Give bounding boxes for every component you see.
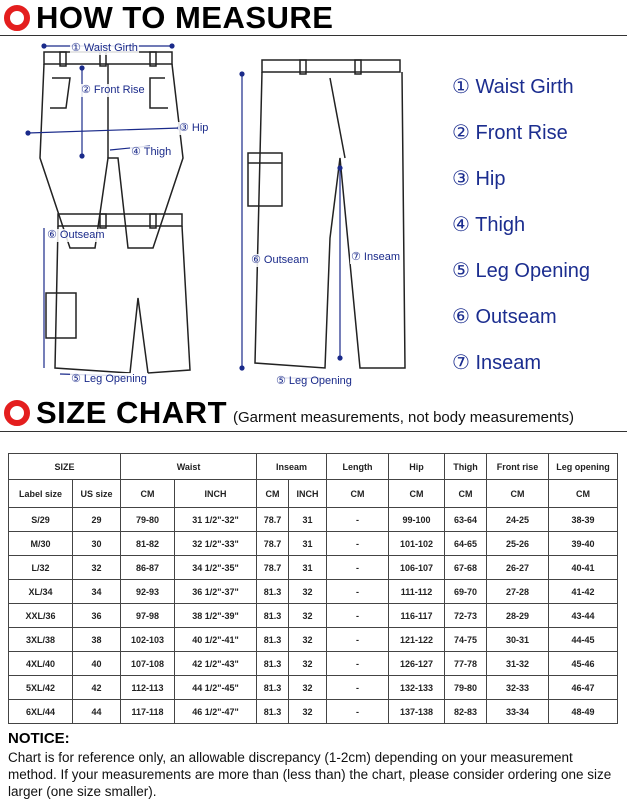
notice-text: Chart is for reference only, an allowable discrepancy (1-2cm) depending on your measurement method. If your measurements are more than (less than) the chart, please consider ordering one size larger (one size smaller).: [8, 750, 612, 799]
red-ring-icon: [4, 400, 30, 426]
table-cell: 45-46: [549, 652, 618, 676]
table-cell: 67-68: [445, 556, 487, 580]
unit-header: US size: [73, 480, 121, 508]
label-inseam-long: ⑦ Inseam: [351, 251, 400, 263]
table-cell: 32: [289, 580, 327, 604]
column-header: Inseam: [257, 454, 327, 480]
table-row: [9, 628, 618, 652]
table-cell: 39-40: [549, 532, 618, 556]
table-cell: 78.7: [257, 508, 289, 532]
unit-header: CM: [121, 480, 175, 508]
table-cell: -: [327, 532, 389, 556]
table-cell: 32 1/2"-33": [175, 532, 257, 556]
long-pants-side-drawing: [248, 60, 405, 368]
table-cell: 69-70: [445, 580, 487, 604]
column-header: SIZE: [9, 454, 121, 480]
table-cell: 102-103: [121, 628, 175, 652]
table-cell: 121-122: [389, 628, 445, 652]
red-ring-icon: [4, 5, 30, 31]
table-row: [9, 604, 618, 628]
table-cell: 32: [73, 556, 121, 580]
size-chart-title: SIZE CHART: [36, 395, 227, 430]
unit-header: INCH: [175, 480, 257, 508]
table-cell: 106-107: [389, 556, 445, 580]
unit-header: CM: [487, 480, 549, 508]
table-cell: 81.3: [257, 652, 289, 676]
measure-diagram: [0, 38, 627, 390]
group-header-row: [9, 454, 618, 480]
table-cell: 32: [289, 628, 327, 652]
legend-item: ⑤ Leg Opening: [452, 260, 591, 282]
column-header: Leg opening: [549, 454, 618, 480]
column-header: Waist: [121, 454, 257, 480]
table-cell: 46-47: [549, 676, 618, 700]
table-cell: 92-93: [121, 580, 175, 604]
table-cell: 25-26: [487, 532, 549, 556]
how-to-measure-header: [0, 1, 627, 35]
notice-section: [8, 730, 620, 800]
legend-item: ① Waist Girth: [452, 76, 574, 98]
unit-header-row: [9, 480, 618, 508]
table-cell: -: [327, 508, 389, 532]
table-cell: 24-25: [487, 508, 549, 532]
table-row: [9, 652, 618, 676]
unit-header: CM: [445, 480, 487, 508]
table-cell: 4XL/40: [9, 652, 73, 676]
label-leg-opening-long: ⑤ Leg Opening: [276, 375, 352, 387]
table-cell: -: [327, 556, 389, 580]
table-cell: XL/34: [9, 580, 73, 604]
table-cell: 79-80: [121, 508, 175, 532]
table-cell: 40: [73, 652, 121, 676]
table-cell: 64-65: [445, 532, 487, 556]
table-cell: 78.7: [257, 532, 289, 556]
table-cell: 72-73: [445, 604, 487, 628]
label-outseam-shorts: ⑥ Outseam: [47, 229, 105, 241]
table-cell: 81.3: [257, 676, 289, 700]
unit-header: CM: [389, 480, 445, 508]
table-cell: -: [327, 700, 389, 724]
legend-item: ③ Hip: [452, 168, 506, 190]
table-cell: 107-108: [121, 652, 175, 676]
table-cell: 6XL/44: [9, 700, 73, 724]
label-hip: ③ Hip: [179, 122, 209, 134]
table-cell: 86-87: [121, 556, 175, 580]
label-thigh: ④ Thigh: [131, 146, 172, 158]
divider: [0, 35, 627, 36]
notice-title: NOTICE:: [8, 730, 70, 747]
legend-item: ⑥ Outseam: [452, 306, 557, 328]
table-cell: 31 1/2"-32": [175, 508, 257, 532]
table-cell: 81.3: [257, 700, 289, 724]
table-cell: 28-29: [487, 604, 549, 628]
table-cell: 36 1/2"-37": [175, 580, 257, 604]
table-cell: XXL/36: [9, 604, 73, 628]
table-cell: 34 1/2"-35": [175, 556, 257, 580]
table-cell: 101-102: [389, 532, 445, 556]
table-cell: 30: [73, 532, 121, 556]
table-cell: 40 1/2"-41": [175, 628, 257, 652]
table-cell: 97-98: [121, 604, 175, 628]
unit-header: CM: [257, 480, 289, 508]
table-cell: 44: [73, 700, 121, 724]
size-chart-header: [0, 396, 627, 430]
unit-header: INCH: [289, 480, 327, 508]
table-cell: 32-33: [487, 676, 549, 700]
column-header: Front rise: [487, 454, 549, 480]
table-cell: 32: [289, 604, 327, 628]
label-front-rise: ② Front Rise: [81, 84, 145, 96]
table-cell: -: [327, 628, 389, 652]
table-cell: 32: [289, 652, 327, 676]
table-cell: 30-31: [487, 628, 549, 652]
how-to-measure-title: HOW TO MEASURE: [36, 0, 334, 35]
table-cell: M/30: [9, 532, 73, 556]
table-row: [9, 676, 618, 700]
table-cell: 38 1/2"-39": [175, 604, 257, 628]
table-row: [9, 532, 618, 556]
table-cell: 27-28: [487, 580, 549, 604]
table-cell: 32: [289, 676, 327, 700]
label-outseam-long: ⑥ Outseam: [251, 254, 309, 266]
table-cell: 111-112: [389, 580, 445, 604]
table-cell: -: [327, 676, 389, 700]
table-cell: 46 1/2"-47": [175, 700, 257, 724]
table-cell: 112-113: [121, 676, 175, 700]
table-cell: 82-83: [445, 700, 487, 724]
measurement-legend: [452, 64, 590, 386]
measurement-lines: [26, 44, 342, 378]
table-cell: 77-78: [445, 652, 487, 676]
table-cell: 3XL/38: [9, 628, 73, 652]
table-cell: 126-127: [389, 652, 445, 676]
table-cell: S/29: [9, 508, 73, 532]
table-cell: 31: [289, 556, 327, 580]
table-cell: 117-118: [121, 700, 175, 724]
column-header: Thigh: [445, 454, 487, 480]
table-cell: 42 1/2"-43": [175, 652, 257, 676]
table-cell: 29: [73, 508, 121, 532]
table-cell: 99-100: [389, 508, 445, 532]
size-chart-subtitle: (Garment measurements, not body measurements): [233, 408, 574, 426]
table-cell: -: [327, 580, 389, 604]
label-leg-opening-shorts: ⑤ Leg Opening: [71, 373, 147, 385]
legend-item: ④ Thigh: [452, 214, 526, 236]
legend-item: ⑦ Inseam: [452, 352, 542, 374]
table-cell: 81-82: [121, 532, 175, 556]
table-row: [9, 700, 618, 724]
table-cell: 78.7: [257, 556, 289, 580]
divider: [0, 431, 627, 432]
size-table: [8, 453, 618, 724]
label-waist-girth: ① Waist Girth: [71, 42, 138, 54]
table-cell: L/32: [9, 556, 73, 580]
table-cell: 81.3: [257, 580, 289, 604]
table-cell: 31: [289, 508, 327, 532]
table-cell: 79-80: [445, 676, 487, 700]
table-cell: 38-39: [549, 508, 618, 532]
table-cell: 42: [73, 676, 121, 700]
unit-header: CM: [549, 480, 618, 508]
table-cell: 116-117: [389, 604, 445, 628]
size-table-container: [8, 453, 617, 724]
table-cell: 31-32: [487, 652, 549, 676]
table-cell: -: [327, 604, 389, 628]
table-cell: 33-34: [487, 700, 549, 724]
unit-header: Label size: [9, 480, 73, 508]
table-cell: 43-44: [549, 604, 618, 628]
table-row: [9, 556, 618, 580]
table-cell: 40-41: [549, 556, 618, 580]
table-cell: 74-75: [445, 628, 487, 652]
table-cell: 38: [73, 628, 121, 652]
column-header: Length: [327, 454, 389, 480]
table-cell: 36: [73, 604, 121, 628]
table-cell: 48-49: [549, 700, 618, 724]
table-cell: 81.3: [257, 628, 289, 652]
table-row: [9, 508, 618, 532]
table-cell: 44 1/2"-45": [175, 676, 257, 700]
table-cell: 63-64: [445, 508, 487, 532]
table-cell: 132-133: [389, 676, 445, 700]
table-cell: 34: [73, 580, 121, 604]
table-cell: -: [327, 652, 389, 676]
table-cell: 44-45: [549, 628, 618, 652]
table-cell: 137-138: [389, 700, 445, 724]
unit-header: CM: [327, 480, 389, 508]
table-row: [9, 580, 618, 604]
legend-item: ② Front Rise: [452, 122, 568, 144]
column-header: Hip: [389, 454, 445, 480]
table-cell: 32: [289, 700, 327, 724]
table-cell: 5XL/42: [9, 676, 73, 700]
table-cell: 41-42: [549, 580, 618, 604]
table-cell: 31: [289, 532, 327, 556]
table-cell: 81.3: [257, 604, 289, 628]
table-cell: 26-27: [487, 556, 549, 580]
